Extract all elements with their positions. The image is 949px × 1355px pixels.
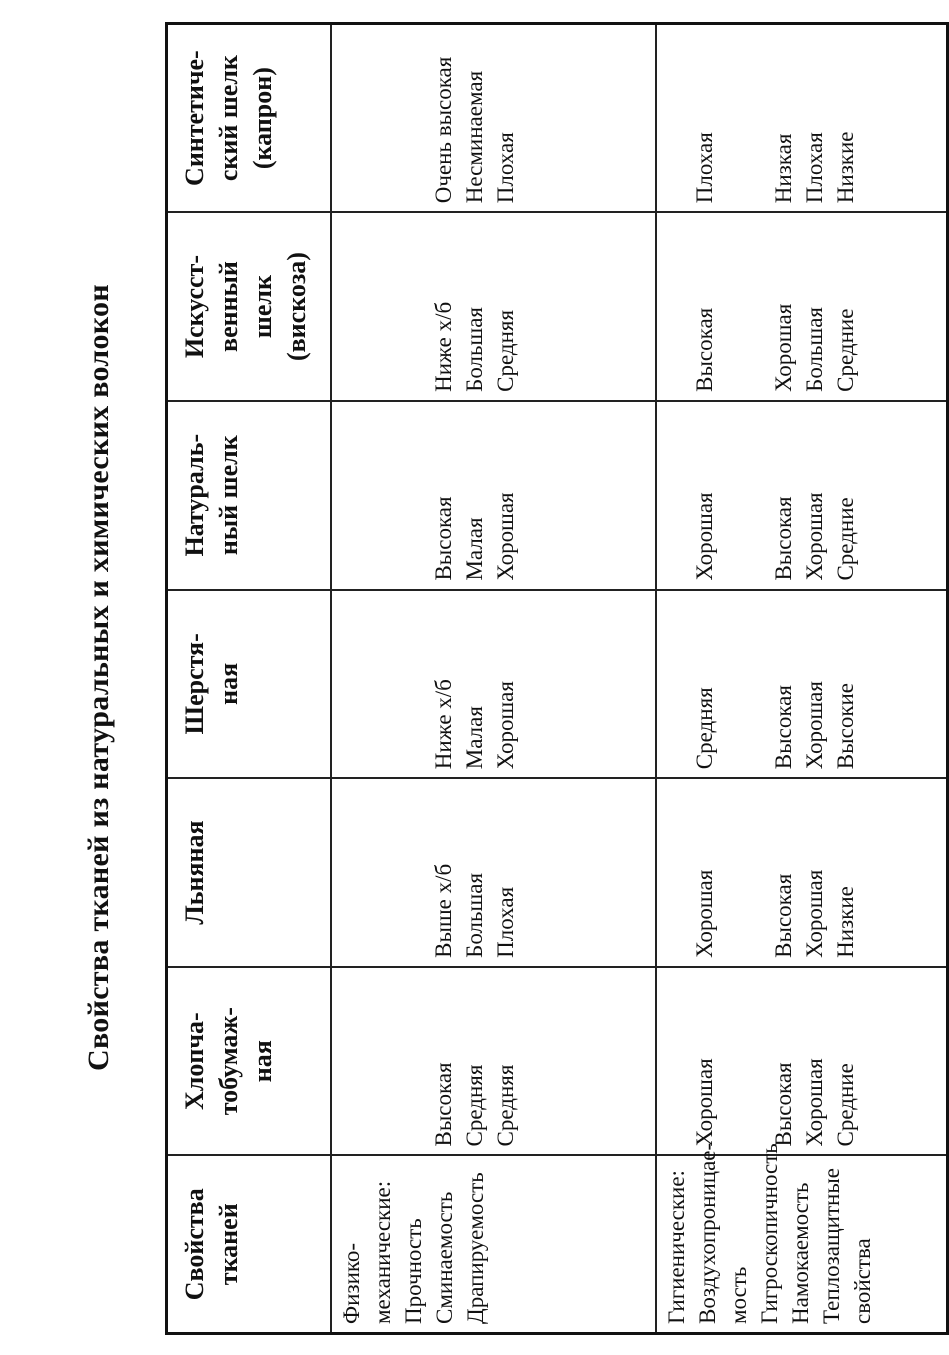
- table-cell: [331, 401, 656, 590]
- cell-value: Низкие: [833, 131, 858, 204]
- cell-value: Низкие: [833, 886, 858, 958]
- property-name: Драпируемость: [463, 1172, 488, 1324]
- cell-value: Хорошая: [802, 681, 827, 770]
- cell-value: Хорошая: [692, 1058, 717, 1147]
- header-line: (вискоза): [282, 252, 311, 362]
- cell-value: Хорошая: [802, 1058, 827, 1147]
- header-line: ная: [248, 1040, 277, 1083]
- property-name: мость: [726, 1266, 751, 1324]
- header-line: Натураль-: [180, 433, 209, 557]
- cell-value: Очень высокая: [431, 56, 456, 204]
- cell-value: Плохая: [493, 132, 518, 204]
- cell-value: Высокие: [833, 682, 858, 770]
- table-cell: [656, 401, 948, 590]
- header-fabric-4: [167, 401, 332, 590]
- document-title: Свойства тканей из натуральных и химических волокон: [82, 284, 115, 1071]
- cell-value: Большая: [462, 872, 487, 958]
- header-line: тобумаж-: [214, 1007, 243, 1116]
- cell-value: Хорошая: [802, 492, 827, 581]
- header-line: (капрон): [248, 67, 277, 170]
- header-fabric-3: [167, 590, 332, 779]
- table-cell: [331, 778, 656, 967]
- header-line: Свойства: [180, 1188, 209, 1301]
- cell-value: Высокая: [771, 685, 796, 770]
- cell-value: Малая: [462, 517, 487, 581]
- property-name: свойства: [850, 1238, 875, 1324]
- property-name: Воздухопроницае-: [695, 1142, 720, 1324]
- cell-value: Выше х/б: [431, 863, 456, 958]
- cell-value: Низкая: [771, 133, 796, 204]
- cell-value: Большая: [802, 307, 827, 392]
- header-fabric-1: [167, 967, 332, 1156]
- property-name: Гигроскопичность: [757, 1143, 782, 1324]
- cell-value: Хорошая: [692, 492, 717, 581]
- cell-value: Средняя: [692, 687, 717, 770]
- row-spacer: [720, 408, 768, 581]
- property-name: Прочность: [401, 1218, 426, 1324]
- cell-value: Хорошая: [771, 303, 796, 392]
- cell-value: Средние: [833, 497, 858, 581]
- table-cell: [331, 24, 656, 213]
- property-name: Гигиенические:: [664, 1170, 689, 1324]
- property-name: Физико-: [339, 1242, 364, 1324]
- header-properties: [167, 1156, 332, 1334]
- table-cell: [656, 212, 948, 401]
- header-line: Льняная: [180, 820, 209, 925]
- header-line: ная: [214, 662, 243, 705]
- row-spacer: [720, 31, 768, 203]
- cell-value: Средние: [833, 308, 858, 392]
- cell-value: Хорошая: [692, 869, 717, 958]
- row-spacer: [720, 974, 768, 1147]
- table-cell: [331, 967, 656, 1156]
- table-cell: [656, 590, 948, 779]
- property-group-label: [656, 1142, 948, 1334]
- header-line: венный: [214, 261, 243, 352]
- cell-value: Несминаемая: [462, 70, 487, 204]
- property-name: Намокаемость: [788, 1182, 813, 1324]
- cell-value: Хорошая: [802, 869, 827, 958]
- table-header-row: [167, 24, 332, 1334]
- cell-value: Высокая: [692, 307, 717, 392]
- table-row: [656, 24, 948, 1334]
- cell-value: Хорошая: [493, 681, 518, 770]
- fabric-properties-table: [165, 22, 949, 1335]
- cell-value: Малая: [462, 706, 487, 770]
- cell-value: Высокая: [771, 496, 796, 581]
- header-line: Хлопча-: [180, 1012, 209, 1111]
- cell-value: Средняя: [462, 1064, 487, 1147]
- row-spacer: [720, 219, 768, 392]
- row-spacer: [720, 785, 768, 958]
- cell-value: Высокая: [431, 1062, 456, 1147]
- header-fabric-2: [167, 778, 332, 967]
- header-line: шелк: [248, 275, 277, 339]
- cell-value: Плохая: [692, 132, 717, 204]
- cell-value: Хорошая: [493, 492, 518, 581]
- table-cell: [656, 778, 948, 967]
- cell-value: Средняя: [493, 1064, 518, 1147]
- cell-value: Плохая: [493, 886, 518, 958]
- header-fabric-6: [167, 24, 332, 213]
- property-name: Сминаемость: [432, 1191, 457, 1324]
- cell-value: Большая: [462, 307, 487, 392]
- header-line: ский шелк: [214, 55, 243, 182]
- table-cell: [656, 967, 948, 1156]
- property-name: Теплозащитные: [819, 1167, 844, 1324]
- row-spacer: [720, 597, 768, 770]
- cell-value: Высокая: [771, 873, 796, 958]
- header-line: Синтетиче-: [180, 50, 209, 186]
- cell-value: Средние: [833, 1063, 858, 1147]
- cell-value: Ниже х/б: [431, 301, 456, 392]
- table-cell: [331, 212, 656, 401]
- table-body: [331, 24, 948, 1334]
- header-fabric-5: [167, 212, 332, 401]
- table-row: [331, 24, 656, 1334]
- header-line: тканей: [214, 1203, 243, 1286]
- cell-value: Высокая: [431, 496, 456, 581]
- property-name: механические:: [370, 1180, 395, 1324]
- cell-value: Ниже х/б: [431, 679, 456, 770]
- table-cell: [331, 590, 656, 779]
- header-line: Искусст-: [180, 255, 209, 359]
- cell-value: Высокая: [771, 1062, 796, 1147]
- properties-table-container: [165, 22, 875, 1335]
- table-cell: [656, 24, 948, 213]
- header-line: Шерстя-: [180, 633, 209, 735]
- header-line: ный шелк: [214, 435, 243, 556]
- cell-value: Средняя: [493, 309, 518, 392]
- property-group-label: [331, 1156, 656, 1334]
- cell-value: Плохая: [802, 132, 827, 204]
